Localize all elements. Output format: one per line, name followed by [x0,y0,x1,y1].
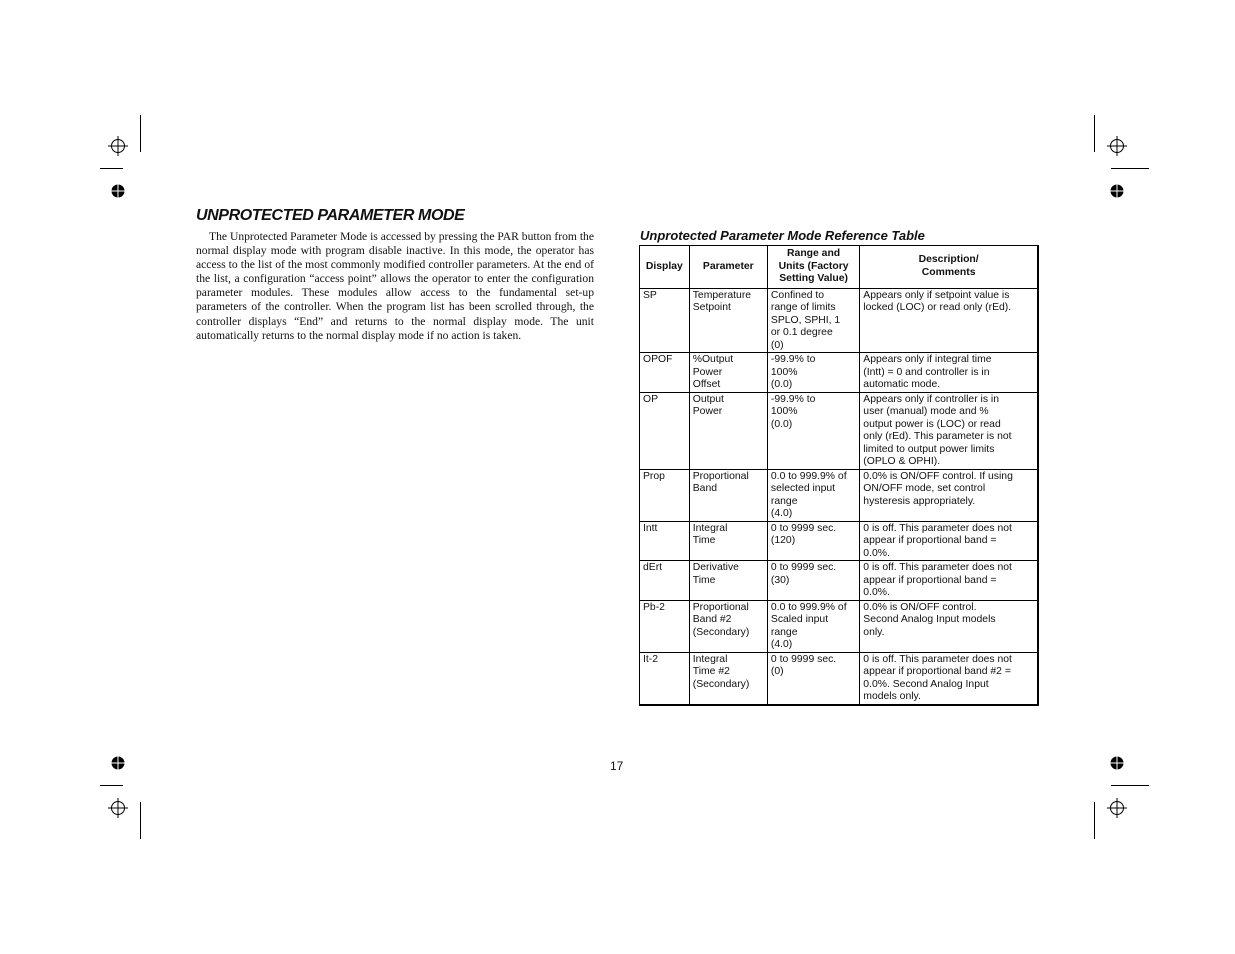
cell-parameter [689,600,767,652]
cell-line: output power is (LOC) or read [863,418,1001,430]
table-row [640,353,1039,393]
cell-line: Offset [692,379,721,390]
cell-line: automatic mode. [863,379,941,390]
cell-parameter [689,561,767,601]
cell-line: 100% [770,366,798,378]
cell-line: 0.0 to 999.9% of [770,470,847,482]
table-row [640,652,1039,705]
cell-parameter [689,353,767,393]
registration-crosshair-icon [108,798,128,818]
table-body [640,288,1039,705]
cell-display: It-2 [640,652,690,705]
cell-display: Prop [640,469,690,521]
cell-line: (OPLO & OPHI). [863,456,941,467]
cell-line: ON/OFF mode, set control [863,483,986,494]
cell-line: Appears only if integral time [863,354,992,365]
cell-line: 0.0%. Second Analog Input [863,678,989,690]
registration-dot-icon [111,756,125,770]
header-range: Range and Units (Factory Setting Value) [767,246,859,289]
registration-crosshair-icon [108,136,128,156]
cell-range [767,469,859,521]
cell-line: user (manual) mode and % [863,406,989,417]
cell-line: 0.0% is ON/OFF control. If using [863,470,1013,482]
cell-line: or 0.1 degree [770,327,833,338]
cell-line: 0 to 9999 sec. [770,653,837,665]
cell-line: (0) [770,666,784,677]
table-header-row [640,246,1039,289]
registration-dot-icon [111,184,125,198]
table-row [640,600,1039,652]
cell-line: Time [692,535,716,546]
cell-line: (0.0) [770,379,793,390]
cell-line: -99.9% to [770,354,816,365]
cell-description [860,288,1038,353]
cell-line: 0 is off. This parameter does not [863,562,1012,573]
cell-display: OP [640,392,690,469]
cell-line: appear if proportional band #2 = [863,666,1011,677]
table-row [640,288,1039,353]
cell-line: 0.0 to 999.9% of [770,601,847,613]
cell-line: Integral [692,653,728,665]
cell-description [860,521,1038,561]
cell-parameter [689,288,767,353]
cell-range [767,288,859,353]
cell-line: Power [692,366,723,378]
cell-line: (0.0) [770,418,793,430]
cell-line: Time #2 [692,666,730,677]
cell-display: Intt [640,521,690,561]
header-display: Display [640,246,690,289]
cell-line: (0) [770,339,784,351]
cell-line: %Output [692,354,734,365]
header-description: Description/ Comments [860,246,1038,289]
cell-line: Proportional [692,470,749,482]
cell-line: 100% [770,406,798,417]
cell-line: Band [692,483,718,494]
cell-display: SP [640,288,690,353]
table-row [640,469,1039,521]
cell-line: Scaled input [770,614,829,625]
cell-line: (Secondary) [692,678,750,690]
cell-description [860,353,1038,393]
cell-description [860,392,1038,469]
cell-line: range [770,626,798,638]
cell-line: Band #2 [692,614,732,625]
cell-line: Power [692,406,723,417]
cell-line: Proportional [692,601,749,613]
cell-display: Pb-2 [640,600,690,652]
cell-line: (Intt) = 0 and controller is in [863,366,990,378]
cell-line: hysteresis appropriately. [863,495,976,507]
cell-range [767,561,859,601]
cell-line: 0 is off. This parameter does not [863,522,1012,534]
cell-display: OPOF [640,353,690,393]
cell-range [767,521,859,561]
cell-line: (30) [770,574,790,586]
cell-description [860,469,1038,521]
cell-line: (4.0) [770,639,793,650]
cell-range [767,353,859,393]
cell-line: Output [692,393,724,405]
registration-dot-icon [1110,756,1124,770]
cell-parameter [689,392,767,469]
cell-line: Setpoint [692,302,731,313]
section-paragraph [196,230,594,343]
cell-line: appear if proportional band = [863,535,997,546]
cell-line: Integral [692,522,728,534]
cell-line: 0 to 9999 sec. [770,522,837,534]
cell-range [767,652,859,705]
cell-line: appear if proportional band = [863,574,997,586]
registration-crosshair-icon [1107,136,1127,156]
cell-line: 0 is off. This parameter does not [863,653,1012,665]
cell-line: -99.9% to [770,393,816,405]
cell-line: Derivative [692,562,739,573]
cell-line: 0.0%. [863,547,890,559]
reference-table [639,245,1039,706]
cell-line: 0 to 9999 sec. [770,562,837,573]
cell-display: dErt [640,561,690,601]
cell-description [860,561,1038,601]
registration-crosshair-icon [1107,798,1127,818]
table-row [640,561,1039,601]
cell-line: only. [863,626,885,638]
cell-line: range of limits [770,302,836,313]
cell-line: Temperature [692,289,752,301]
table-title: Unprotected Parameter Mode Reference Table [640,228,925,243]
cell-line: Appears only if setpoint value is [863,289,1010,301]
cell-line: (Secondary) [692,626,750,638]
cell-line: Time [692,574,716,586]
cell-line: models only. [863,691,921,702]
cell-line: range [770,495,798,507]
section-heading: UNPROTECTED PARAMETER MODE [196,207,465,224]
cell-line: (4.0) [770,508,793,519]
cell-line: Second Analog Input models [863,614,996,625]
cell-line: SPLO, SPHI, 1 [770,314,841,326]
registration-dot-icon [1110,184,1124,198]
cell-parameter [689,469,767,521]
page-number: 17 [610,759,624,773]
cell-line: limited to output power limits [863,443,995,455]
cell-line: 0.0%. [863,587,890,598]
table-row [640,521,1039,561]
cell-line: 0.0% is ON/OFF control. [863,601,977,613]
header-parameter: Parameter [689,246,767,289]
cell-line: only (rEd). This parameter is not [863,431,1012,442]
cell-line: Appears only if controller is in [863,393,1000,405]
cell-parameter [689,521,767,561]
table-row [640,392,1039,469]
cell-line: selected input [770,483,836,494]
cell-range [767,600,859,652]
paragraph-text: The Unprotected Parameter Mode is accessed by pressing the PAR button from the normal display mode with program disable inactive. In this mode, the operator has access to the list of the most commonly modified controller parameters. At the end of the list, a configuration “access point” allows the operator to enter the configuration parameter modules. These modules allow access to the fundamental set-up parameters of the controller. When the program list has been scrolled through, the controller displays “End” and returns to the normal display mode. The unit automatically returns to the normal display mode if no action is taken. [196,230,594,342]
cell-description [860,652,1038,705]
cell-line: (120) [770,535,796,546]
cell-line: locked (LOC) or read only (rEd). [863,302,1012,313]
cell-line: Confined to [770,289,825,301]
cell-range [767,392,859,469]
cell-description [860,600,1038,652]
cell-parameter [689,652,767,705]
